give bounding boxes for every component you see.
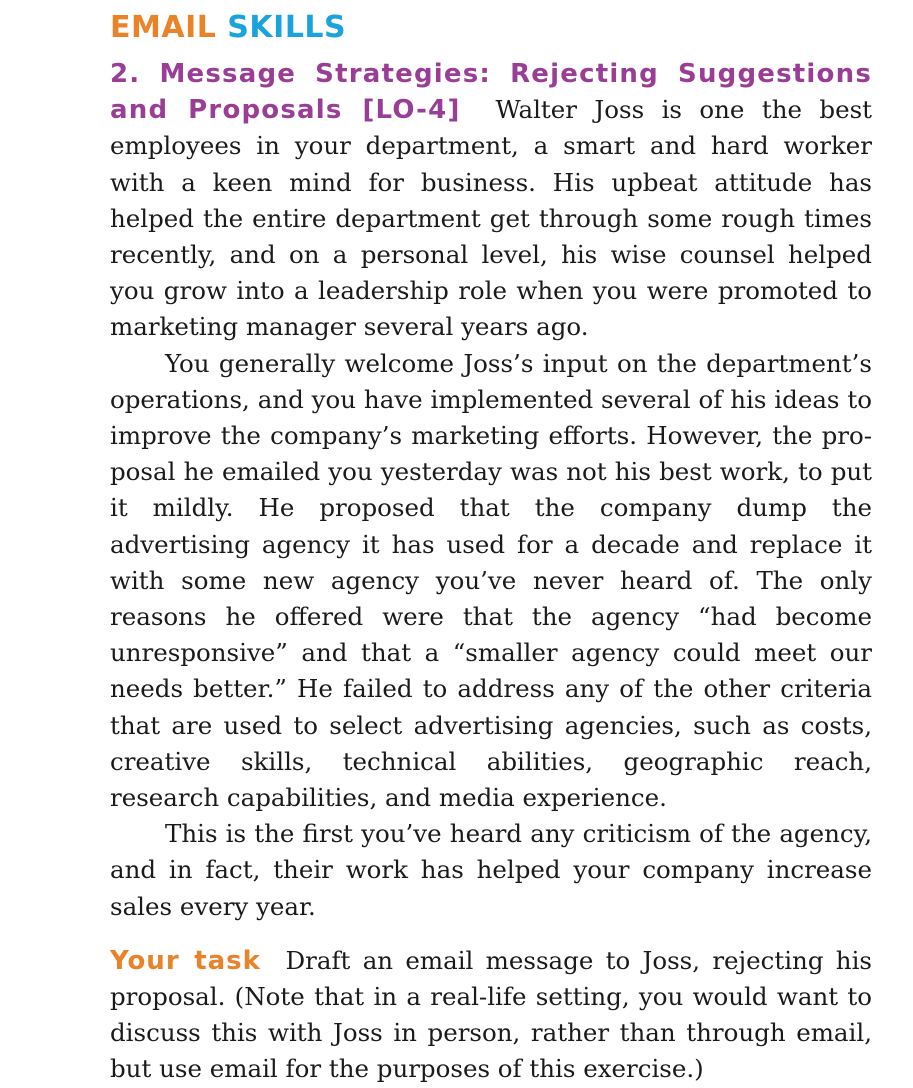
heading-skills-word: SKILLS (227, 10, 347, 45)
exercise-paragraph-1 (110, 56, 872, 346)
task-paragraph (110, 943, 872, 1088)
heading-email-word: EMAIL (110, 10, 217, 45)
task-text: Draft an email message to Joss, rejecting his proposal. (Note that in a real-life setting, you would want to discuss this with Joss in person, rather than through email, but use email for the purposes of this exercise.) (110, 945, 872, 1084)
exercise-title: 2. Message Strategies: Rejecting Suggestions and Proposals [LO-4] (110, 59, 872, 126)
exercise-page (110, 8, 872, 1088)
exercise-paragraph-2: You generally welcome Joss’s input on the department’s operations, and you have implemented several of his ideas to improve the company’s marketing efforts. However, the proposal he emailed you yesterday was not his best work, to put it mildly. He proposed that the company dump the advertising agency it has used for a decade and replace it with some new agency you’ve never heard of. The only reasons he offered were that the agency “had become unresponsive” and that a “smaller agency could meet our needs better.” He failed to address any of the other criteria that are used to select advertising agencies, such as costs, creative skills, technical abilities, geographic reach, research capabilities, and media experience. (110, 348, 872, 813)
section-heading (110, 8, 872, 48)
task-label: Your task (110, 945, 261, 976)
exercise-paragraph-3: This is the first you’ve heard any criticism of the agency, and in fact, their work has helped your company increase sales every year. (110, 819, 872, 921)
exercise-paragraph-1-text: Walter Joss is one the best employees in your department, a smart and hard worker with a keen mind for business. His upbeat attitude has helped the entire department get through some rough times recently, and on a personal level, his wise counsel helped you grow into a leadership role when you were promoted to marketing manager several years ago. (110, 95, 873, 342)
